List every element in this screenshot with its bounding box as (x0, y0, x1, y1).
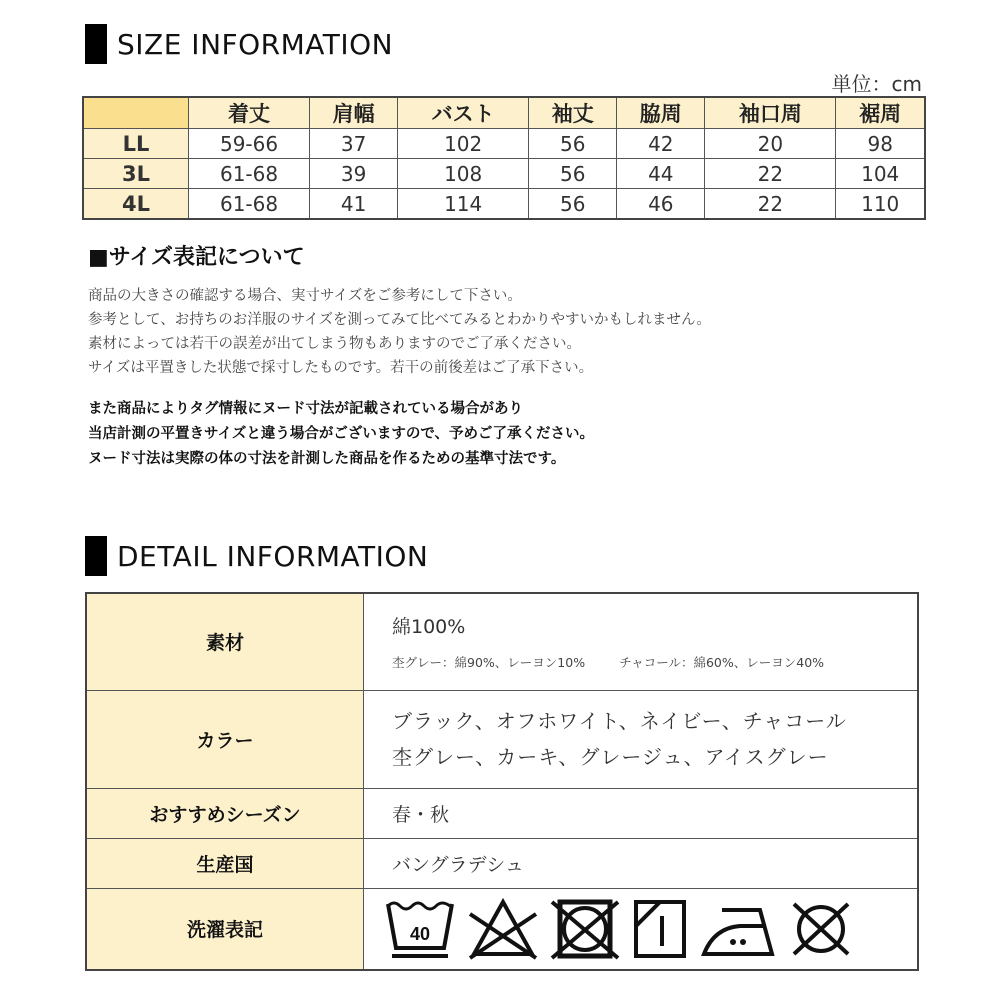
header-cell: 脇周 (617, 97, 705, 129)
cell: 22 (705, 159, 836, 189)
header-cell: 袖口周 (705, 97, 836, 129)
detail-row-origin (86, 838, 918, 888)
size-notes-heading: ■サイズ表記について (88, 245, 305, 270)
cell: 59-66 (189, 129, 310, 159)
title-bar-marker (85, 24, 107, 64)
wash-40-icon (384, 898, 456, 960)
detail-title-text: DETAIL INFORMATION (117, 539, 429, 573)
detail-label: 生産国 (86, 838, 364, 888)
unit-label: 単位：cm (831, 72, 922, 96)
cell: 44 (617, 159, 705, 189)
row-label: LL (83, 129, 189, 159)
cell: 104 (836, 159, 925, 189)
size-header-row (83, 97, 925, 129)
row-label: 3L (83, 159, 189, 189)
care-value (364, 888, 919, 970)
origin-value: バングラデシュ (364, 838, 919, 888)
cell: 61-68 (189, 189, 310, 220)
cell: 41 (310, 189, 398, 220)
header-cell: 着丈 (189, 97, 310, 129)
cell: 39 (310, 159, 398, 189)
note-bold-line: 当店計測の平置きサイズと違う場合がございますので、予めご了承ください。 (88, 426, 595, 442)
no-bleach-icon (468, 898, 538, 960)
cell: 46 (617, 189, 705, 220)
season-value: 春・秋 (364, 788, 919, 838)
cell: 114 (398, 189, 529, 220)
material-sub-item: チャコール：綿60%、レーヨン40% (619, 655, 825, 671)
note-line: 商品の大きさの確認する場合、実寸サイズをご参考にして下さい。 (88, 288, 522, 304)
detail-label: カラー (86, 690, 364, 788)
detail-label: 素材 (86, 593, 364, 690)
cell: 42 (617, 129, 705, 159)
corner-cell (83, 97, 189, 129)
cell: 20 (705, 129, 836, 159)
table-row (83, 129, 925, 159)
detail-row-season (86, 788, 918, 838)
no-tumble-dry-icon (550, 898, 620, 960)
color-value (364, 690, 919, 788)
color-line: ブラック、オフホワイト、ネイビー、チャコール (392, 709, 847, 733)
note-line: サイズは平置きした状態で採寸したものです。若干の前後差はご了承下さい。 (88, 360, 594, 376)
title-bar-marker (85, 536, 107, 576)
size-notes-body (88, 284, 711, 380)
color-line: 杢グレー、カーキ、グレージュ、アイスグレー (392, 745, 829, 769)
material-value (364, 593, 919, 690)
cell: 110 (836, 189, 925, 220)
material-main: 綿100% (392, 616, 466, 639)
table-row (83, 189, 925, 220)
note-line: 参考として、お持ちのお洋服のサイズを測ってみて比べてみるとわかりやすいかもしれません。 (88, 312, 711, 328)
iron-medium-icon (700, 898, 776, 960)
size-table (82, 96, 926, 220)
detail-row-color (86, 690, 918, 788)
header-cell: 肩幅 (310, 97, 398, 129)
detail-section-title (85, 536, 428, 576)
cell: 56 (529, 129, 617, 159)
cell: 98 (836, 129, 925, 159)
note-line: 素材によっては若干の誤差が出てしまう物もありますのでご了承ください。 (88, 336, 581, 352)
material-sub (392, 653, 917, 671)
table-row (83, 159, 925, 189)
svg-text:40: 40 (409, 923, 431, 944)
line-dry-shade-icon (632, 898, 688, 960)
note-bold-line: また商品によりタグ情報にヌード寸法が記載されている場合があり (88, 401, 523, 417)
no-dry-clean-icon (788, 898, 854, 960)
cell: 37 (310, 129, 398, 159)
cell: 56 (529, 189, 617, 220)
cell: 108 (398, 159, 529, 189)
cell: 22 (705, 189, 836, 220)
detail-table (85, 592, 919, 971)
size-section-title (85, 24, 393, 64)
nude-size-notes (88, 397, 594, 472)
detail-label: 洗濯表記 (86, 888, 364, 970)
header-cell: バスト (398, 97, 529, 129)
care-icons (384, 898, 917, 960)
cell: 61-68 (189, 159, 310, 189)
detail-row-material (86, 593, 918, 690)
cell: 102 (398, 129, 529, 159)
header-cell: 袖丈 (529, 97, 617, 129)
cell: 56 (529, 159, 617, 189)
material-sub-item: 杢グレー：綿90%、レーヨン10% (392, 655, 586, 671)
detail-row-care (86, 888, 918, 970)
size-title-text: SIZE INFORMATION (117, 27, 394, 61)
row-label: 4L (83, 189, 189, 220)
header-cell: 裾周 (836, 97, 925, 129)
detail-label: おすすめシーズン (86, 788, 364, 838)
note-bold-line: ヌード寸法は実際の体の寸法を計測した商品を作るための基準寸法です。 (88, 451, 566, 467)
